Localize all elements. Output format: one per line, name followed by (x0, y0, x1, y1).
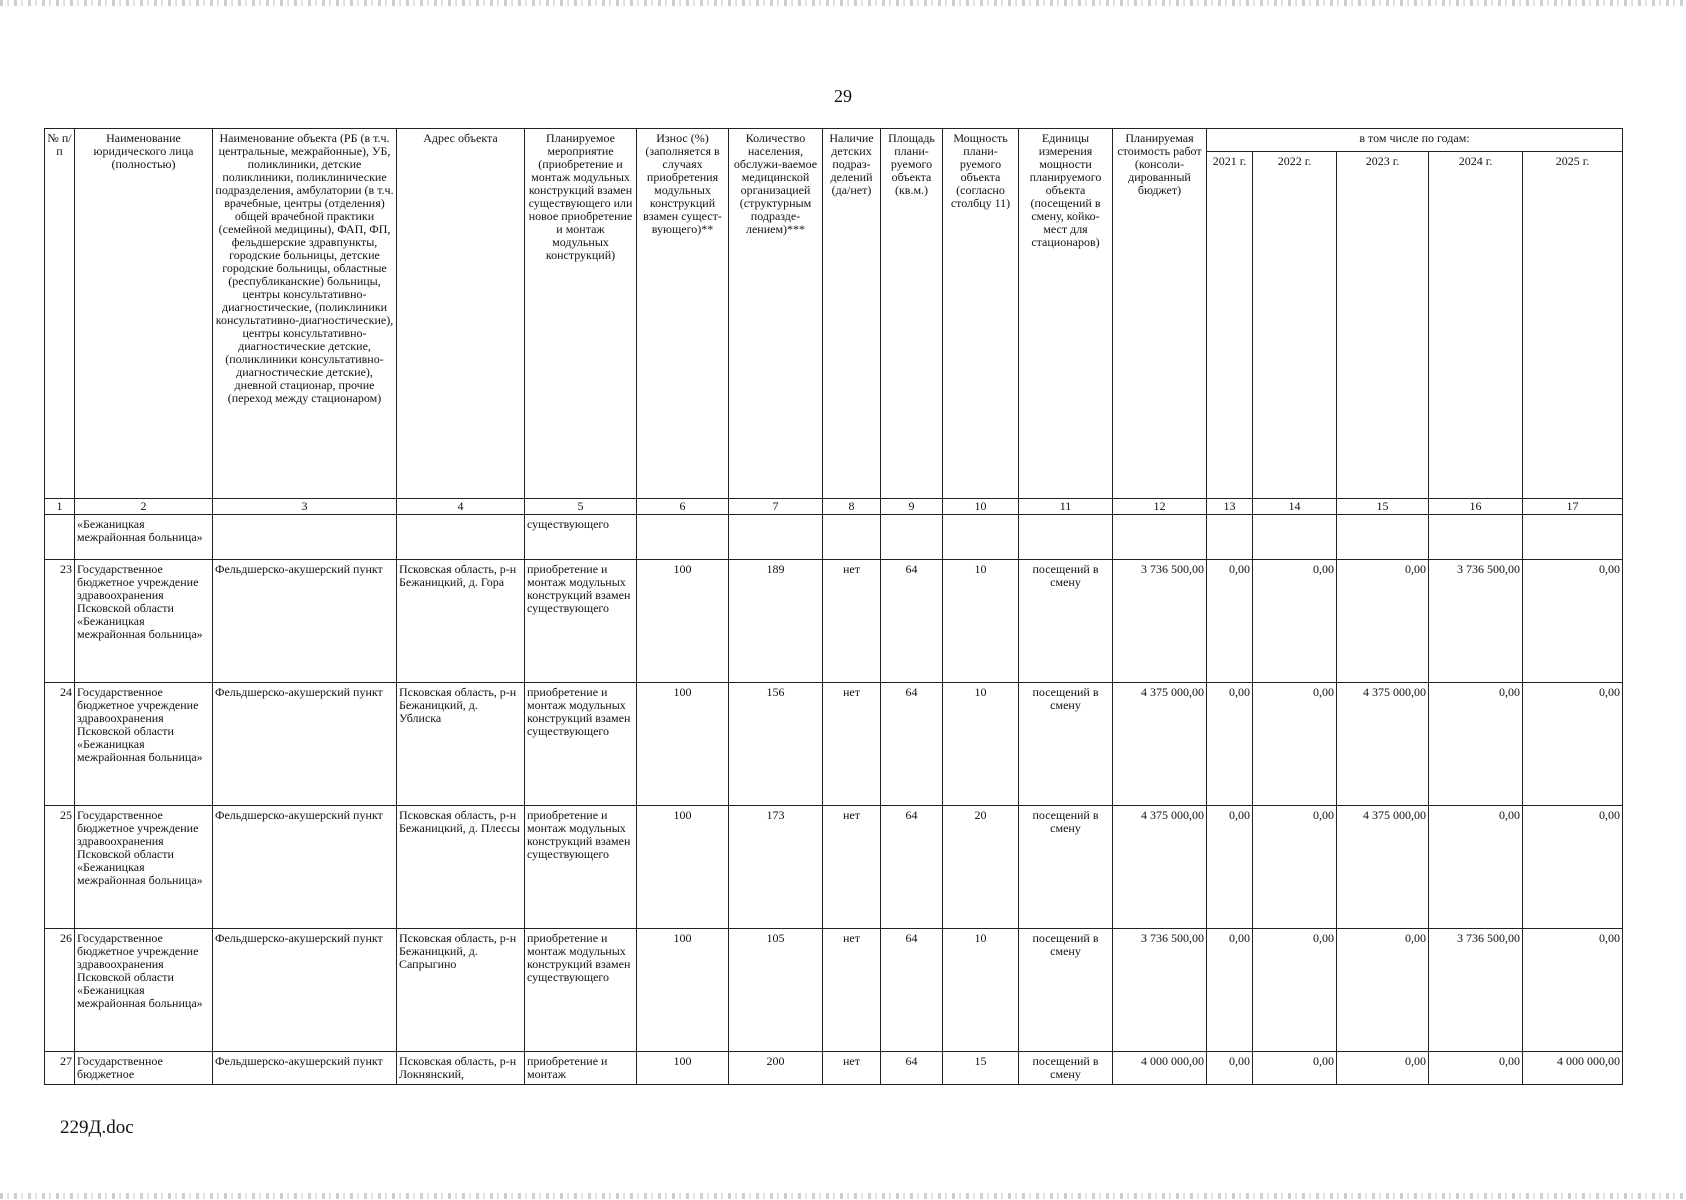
cell-year-2023: 0,00 (1337, 560, 1429, 683)
cell-population: 156 (729, 683, 823, 806)
cell-year-2022: 0,00 (1253, 806, 1337, 929)
cell-object: Фельдшерско-акушерский пункт (213, 929, 397, 1052)
column-number: 2 (75, 499, 213, 515)
facilities-table (44, 128, 1623, 1085)
cell-measure: приобретение и монтаж модульных конструкций взамен существующего (525, 560, 637, 683)
column-number: 8 (823, 499, 881, 515)
cell-year-2024: 0,00 (1429, 1052, 1523, 1085)
cell-wear: 100 (637, 560, 729, 683)
cell-object: Фельдшерско-акушерский пункт (213, 683, 397, 806)
cell-number: 26 (45, 929, 75, 1052)
cell-org: «Бежаницкая межрайонная больница» (75, 515, 213, 560)
cell-children: нет (823, 560, 881, 683)
cell-capacity: 10 (943, 929, 1019, 1052)
cell-year-2021: 0,00 (1207, 929, 1253, 1052)
cell-unit: посещений в смену (1019, 929, 1113, 1052)
cell-cost: 3 736 500,00 (1113, 560, 1207, 683)
column-number: 5 (525, 499, 637, 515)
column-numbers-row (45, 499, 1623, 515)
cell-year-2024: 3 736 500,00 (1429, 929, 1523, 1052)
cell-year-2025: 0,00 (1523, 683, 1623, 806)
cell-wear: 100 (637, 1052, 729, 1085)
column-number: 3 (213, 499, 397, 515)
cell-org: Государственное бюджетное учреждение здравоохранения Псковской области «Бежаницкая межрайонная больница» (75, 683, 213, 806)
cell-org: Государственное бюджетное (75, 1052, 213, 1085)
header-year-2023: 2023 г. (1337, 152, 1429, 499)
cell-year-2022: 0,00 (1253, 1052, 1337, 1085)
cell-cost: 3 736 500,00 (1113, 929, 1207, 1052)
cell-population: 105 (729, 929, 823, 1052)
cell-unit: посещений в смену (1019, 1052, 1113, 1085)
cell-population: 200 (729, 1052, 823, 1085)
header-year-2022: 2022 г. (1253, 152, 1337, 499)
cell-capacity: 10 (943, 560, 1019, 683)
cell-year-2023: 0,00 (1337, 1052, 1429, 1085)
header-unit: Единицы измерения мощности планируемого объекта (посещений в смену, койко-мест для стационаров) (1019, 129, 1113, 499)
cell-area: 64 (881, 1052, 943, 1085)
cell-cost: 4 375 000,00 (1113, 806, 1207, 929)
table-row (45, 1052, 1623, 1085)
cell-object: Фельдшерско-акушерский пункт (213, 1052, 397, 1085)
header-year-2021: 2021 г. (1207, 152, 1253, 499)
cell-children: нет (823, 683, 881, 806)
cell-children: нет (823, 1052, 881, 1085)
cell-unit: посещений в смену (1019, 560, 1113, 683)
cell-children: нет (823, 806, 881, 929)
cell-number: 23 (45, 560, 75, 683)
header-capacity: Мощность плани-руемого объекта (согласно столбцу 11) (943, 129, 1019, 499)
cell-measure: приобретение и монтаж модульных конструкций взамен существующего (525, 683, 637, 806)
cell-object: Фельдшерско-акушерский пункт (213, 560, 397, 683)
cell-address: Псковская область, р-н Бежаницкий, д. Сапрыгино (397, 929, 525, 1052)
cell-measure: существующего (525, 515, 637, 560)
column-number: 1 (45, 499, 75, 515)
column-number: 15 (1337, 499, 1429, 515)
cell-children: нет (823, 929, 881, 1052)
cell-year-2025: 0,00 (1523, 806, 1623, 929)
cell-address: Псковская область, р-н Бежаницкий, д. Гора (397, 560, 525, 683)
cell-measure: приобретение и монтаж (525, 1052, 637, 1085)
cell-year-2021: 0,00 (1207, 683, 1253, 806)
cell-year-2024: 3 736 500,00 (1429, 560, 1523, 683)
header-population: Количество населения, обслужи-ваемое медицинской организацией (структурным подразде-лением)*** (729, 129, 823, 499)
column-number: 17 (1523, 499, 1623, 515)
cell-unit: посещений в смену (1019, 806, 1113, 929)
header-object-name: Наименование объекта (РБ (в т.ч. центральные, межрайонные), УБ, поликлиники, детские поликлиники, поликлинические подразделения, амбулатории (в т.ч. врачебные, центры (отделения) общей врачебной практики (семейной медицины), ФАП, ФП, фельдшерские здравпункты, городские больницы, детские городские больницы, областные (республиканские) больницы, центры консультативно-диагностические, (поликлиники консультативно-диагностические), центры консультативно-диагностические детские, (поликлиники консультативно-диагностические детские), дневной стационар, прочие (переход между стационаром) (213, 129, 397, 499)
table-row-continuation (45, 515, 1623, 560)
cell-population: 173 (729, 806, 823, 929)
cell-area: 64 (881, 560, 943, 683)
cell-address: Псковская область, р-н Локнянский, (397, 1052, 525, 1085)
table-row (45, 929, 1623, 1052)
cell-cost: 4 375 000,00 (1113, 683, 1207, 806)
column-number: 6 (637, 499, 729, 515)
cell-wear: 100 (637, 683, 729, 806)
scan-edge-bottom (0, 1193, 1686, 1199)
cell-measure: приобретение и монтаж модульных конструкций взамен существующего (525, 929, 637, 1052)
cell-org: Государственное бюджетное учреждение здравоохранения Псковской области «Бежаницкая межрайонная больница» (75, 806, 213, 929)
cell-year-2023: 0,00 (1337, 929, 1429, 1052)
header-year-2024: 2024 г. (1429, 152, 1523, 499)
cell-year-2024: 0,00 (1429, 683, 1523, 806)
cell-area: 64 (881, 683, 943, 806)
header-measure: Планируемое мероприятие (приобретение и монтаж модульных конструкций взамен существующего или новое приобретение и монтаж модульных конструкций) (525, 129, 637, 499)
cell-address: Псковская область, р-н Бежаницкий, д. Ублиска (397, 683, 525, 806)
table-row (45, 683, 1623, 806)
cell-number: 24 (45, 683, 75, 806)
cell-cost: 4 000 000,00 (1113, 1052, 1207, 1085)
cell-capacity: 20 (943, 806, 1019, 929)
cell-year-2025: 4 000 000,00 (1523, 1052, 1623, 1085)
column-number: 11 (1019, 499, 1113, 515)
column-number: 12 (1113, 499, 1207, 515)
header-year-2025: 2025 г. (1523, 152, 1623, 499)
table-row (45, 806, 1623, 929)
cell-year-2025: 0,00 (1523, 560, 1623, 683)
header-org-name: Наименование юридического лица (полностью) (75, 129, 213, 499)
header-address: Адрес объекта (397, 129, 525, 499)
header-children: Наличие детских подраз-делений (да/нет) (823, 129, 881, 499)
cell-year-2022: 0,00 (1253, 683, 1337, 806)
cell-capacity: 15 (943, 1052, 1019, 1085)
column-number: 4 (397, 499, 525, 515)
column-number: 14 (1253, 499, 1337, 515)
header-wear: Износ (%) (заполняется в случаях приобретения модульных конструкций взамен сущест-вующего)** (637, 129, 729, 499)
cell-year-2022: 0,00 (1253, 560, 1337, 683)
cell-org: Государственное бюджетное учреждение здравоохранения Псковской области «Бежаницкая межрайонная больница» (75, 560, 213, 683)
cell-number: 27 (45, 1052, 75, 1085)
cell-object: Фельдшерско-акушерский пункт (213, 806, 397, 929)
cell-unit: посещений в смену (1019, 683, 1113, 806)
cell-wear: 100 (637, 806, 729, 929)
header-cost: Планируемая стоимость работ (консоли-дированный бюджет) (1113, 129, 1207, 499)
footer-filename: 229Д.doc (60, 1117, 134, 1138)
page-number: 29 (834, 86, 852, 106)
header-years-group: в том числе по годам: (1207, 129, 1623, 152)
cell-area: 64 (881, 929, 943, 1052)
cell-year-2021: 0,00 (1207, 1052, 1253, 1085)
cell-year-2023: 4 375 000,00 (1337, 806, 1429, 929)
cell-wear: 100 (637, 929, 729, 1052)
cell-capacity: 10 (943, 683, 1019, 806)
cell-year-2022: 0,00 (1253, 929, 1337, 1052)
cell-year-2021: 0,00 (1207, 806, 1253, 929)
column-number: 16 (1429, 499, 1523, 515)
cell-year-2021: 0,00 (1207, 560, 1253, 683)
table-row (45, 560, 1623, 683)
scan-edge-top (0, 0, 1686, 6)
cell-org: Государственное бюджетное учреждение здравоохранения Псковской области «Бежаницкая межрайонная больница» (75, 929, 213, 1052)
column-number: 13 (1207, 499, 1253, 515)
header-number: № п/п (45, 129, 75, 499)
column-number: 7 (729, 499, 823, 515)
column-number: 10 (943, 499, 1019, 515)
cell-measure: приобретение и монтаж модульных конструкций взамен существующего (525, 806, 637, 929)
cell-year-2023: 4 375 000,00 (1337, 683, 1429, 806)
cell-address: Псковская область, р-н Бежаницкий, д. Плессы (397, 806, 525, 929)
cell-area: 64 (881, 806, 943, 929)
cell-population: 189 (729, 560, 823, 683)
cell-year-2025: 0,00 (1523, 929, 1623, 1052)
column-number: 9 (881, 499, 943, 515)
cell-number: 25 (45, 806, 75, 929)
header-area: Площадь плани-руемого объекта (кв.м.) (881, 129, 943, 499)
cell-year-2024: 0,00 (1429, 806, 1523, 929)
